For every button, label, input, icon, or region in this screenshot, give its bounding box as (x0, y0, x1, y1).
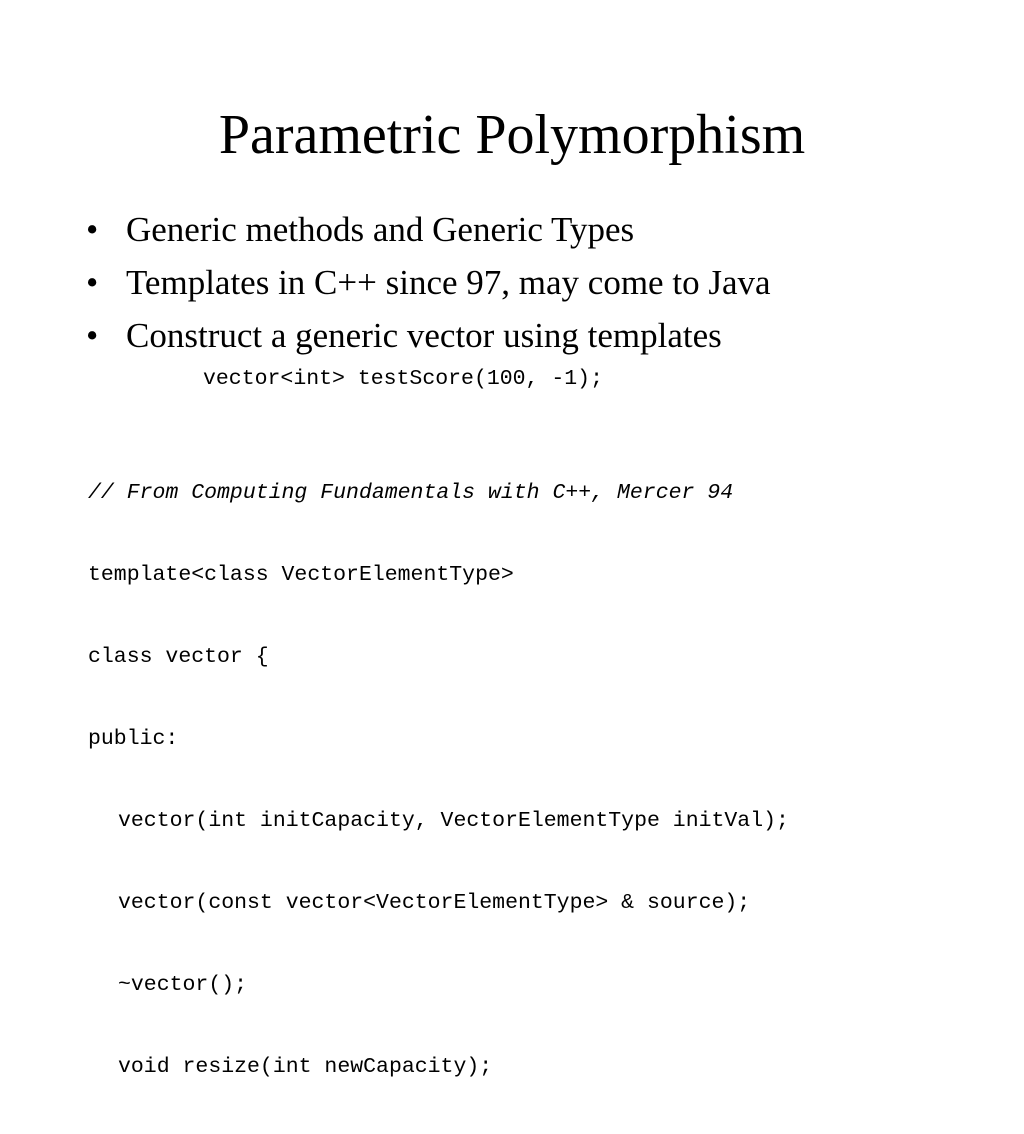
code-line: class vector { (88, 645, 269, 669)
bullet-icon: • (86, 210, 99, 249)
bullet-text: Generic methods and Generic Types (126, 210, 635, 249)
bullet-icon: • (86, 263, 99, 302)
bullet-item (86, 206, 771, 259)
code-comment-line: // From Computing Fundamentals with C++, Mercer 94 (88, 481, 734, 505)
bullet-icon: • (86, 316, 99, 355)
bullet-text: Construct a generic vector using templates (126, 316, 722, 355)
code-line: void resize(int newCapacity); (118, 1055, 493, 1079)
bullet-item (86, 312, 771, 365)
code-line: vector(const vector<VectorElementType> & source); (118, 891, 751, 915)
bullet-item (86, 259, 771, 312)
example-code-line: vector<int> testScore(100, -1); (203, 367, 603, 391)
code-line: template<class VectorElementType> (88, 563, 514, 587)
slide-title: Parametric Polymorphism (218, 104, 806, 166)
code-line: public: (88, 727, 179, 751)
bullet-list (86, 206, 771, 365)
code-line: vector(int initCapacity, VectorElementType initVal); (118, 809, 789, 833)
code-block (88, 430, 789, 1134)
bullet-text: Templates in C++ since 97, may come to Java (126, 263, 771, 302)
code-line: ~vector(); (118, 973, 248, 997)
